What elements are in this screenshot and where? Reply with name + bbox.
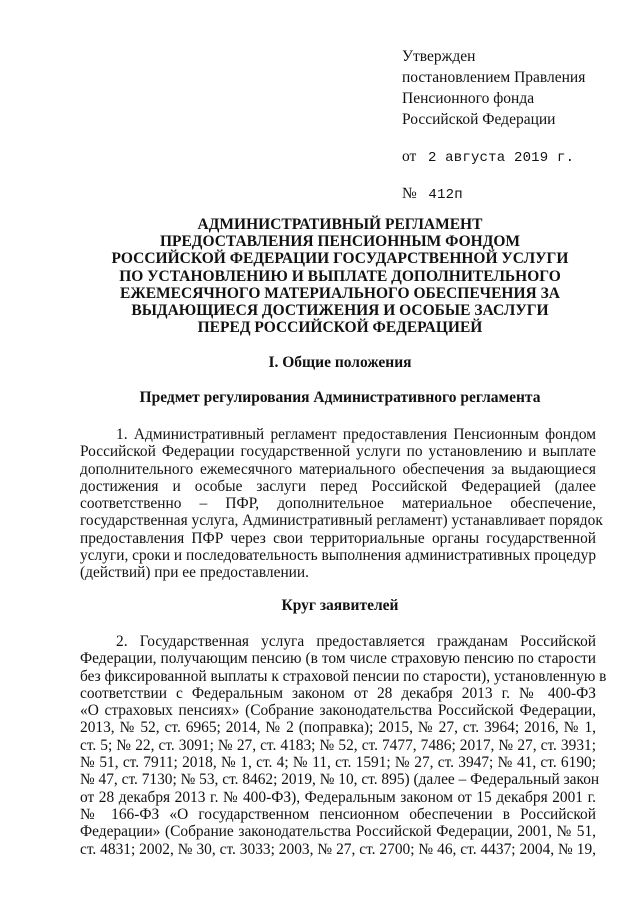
title-line: АДМИНИСТРАТИВНЫЙ РЕГЛАМЕНТ [197,216,483,233]
approval-date [402,146,632,169]
section-heading: I. Общие положения [268,354,412,371]
paragraph-line: 2. Государственная услуга предоставляется гражданам Российской [116,633,596,650]
approval-line: Пенсионного фонда [402,90,535,107]
paragraph-line: № 166-ФЗ «О государственном пенсионном обеспечении в Российской [80,805,596,823]
subheading-applicants: Круг заявителей [281,597,399,614]
paragraph-line: Федерации» (Собрание законодательства Российской Федерации, 2001, № 51, [80,823,596,841]
paragraph-line: государственная услуга, Административный регламент) устанавливает порядок [80,512,603,530]
paragraph-line: Федерации, получающим пенсию (в том числе страховую пенсию по старости [80,650,596,668]
paragraph-line: соответственно – ПФР, дополнительное материальное обеспечение, [80,495,596,513]
paragraph-line: Российской Федерации государственной услуги по установлению и выплате [80,443,596,461]
subheading-subject: Предмет регулирования Административного регламента [139,389,541,406]
approval-line: Российской Федерации [402,111,556,128]
approval-number-value: 412п [428,187,463,203]
approval-line: Утвержден [402,48,476,65]
paragraph-line: № 47, ст. 7130; № 53, ст. 8462; 2019, № 10, ст. 895) (далее – Федеральный закон [80,771,600,789]
title-line: ЕЖЕМЕСЯЧНОГО МАТЕРИАЛЬНОГО ОБЕСПЕЧЕНИЯ ЗА [120,284,560,302]
document-title [80,216,600,336]
paragraph-line: ст. 4831; 2002, № 30, ст. 3033; 2003, № 27, ст. 2700; № 46, ст. 4437; 2004, № 19, [80,840,596,858]
paragraph-line: достижения и особые заслуги перед Российской Федерацией (далее [80,477,596,495]
paragraph-line: дополнительного ежемесячного материального обеспечения за выдающиеся [80,460,596,478]
title-line: РОССИЙСКОЙ ФЕДЕРАЦИИ ГОСУДАРСТВЕННОЙ УСЛУГИ [111,250,569,268]
title-line: ПЕРЕД РОССИЙСКОЙ ФЕДЕРАЦИЕЙ [197,319,483,337]
approval-line: постановлением Правления [402,69,586,86]
paragraph-2 [80,633,607,858]
approval-number [402,183,632,206]
paragraph-line: услуги, сроки и последовательность выполнения административных процедур [80,547,597,565]
approval-stamp [402,46,632,206]
title-line: ВЫДАЮЩИЕСЯ ДОСТИЖЕНИЯ И ОСОБЫЕ ЗАСЛУГИ [131,302,549,320]
paragraph-line: ст. 5; № 22, ст. 3091; № 27, ст. 4183; № 52, ст. 7477, 7486; 2017, № 27, ст. 3931; [80,736,596,754]
approval-date-prefix: от [402,148,417,165]
paragraph-line: № 51, ст. 7911; 2018, № 1, ст. 4; № 11, ст. 1591; № 27, ст. 3947; № 41, ст. 6190; [80,754,596,772]
paragraph-line: 2013, № 52, ст. 6965; 2014, № 2 (поправка); 2015, № 27, ст. 3964; 2016, № 1, [80,719,596,737]
approval-number-prefix: № [402,185,417,202]
paragraph-line: (действий) при ее предоставлении. [80,564,309,582]
title-line: ПРЕДОСТАВЛЕНИЯ ПЕНСИОННЫМ ФОНДОМ [159,233,521,251]
paragraph-1 [80,426,603,582]
paragraph-line: соответствии с Федеральным законом от 28 декабря 2013 г. № 400-ФЗ [80,684,596,702]
paragraph-line: 1. Административный регламент предоставления Пенсионным фондом [116,426,596,443]
approval-date-value: 2 августа 2019 г. [427,150,575,166]
paragraph-line: от 28 декабря 2013 г. № 400-ФЗ), Федеральным законом от 15 декабря 2001 г. [80,788,596,806]
title-line: ПО УСТАНОВЛЕНИЮ И ВЫПЛАТЕ ДОПОЛНИТЕЛЬНОГО [119,267,561,285]
paragraph-line: «О страховых пенсиях» (Собрание законодательства Российской Федерации, [80,702,596,720]
paragraph-line: предоставления ПФР через свои территориальные органы государственной [80,529,596,547]
paragraph-line: без фиксированной выплаты к страховой пенсии по старости), установленную в [80,667,607,685]
